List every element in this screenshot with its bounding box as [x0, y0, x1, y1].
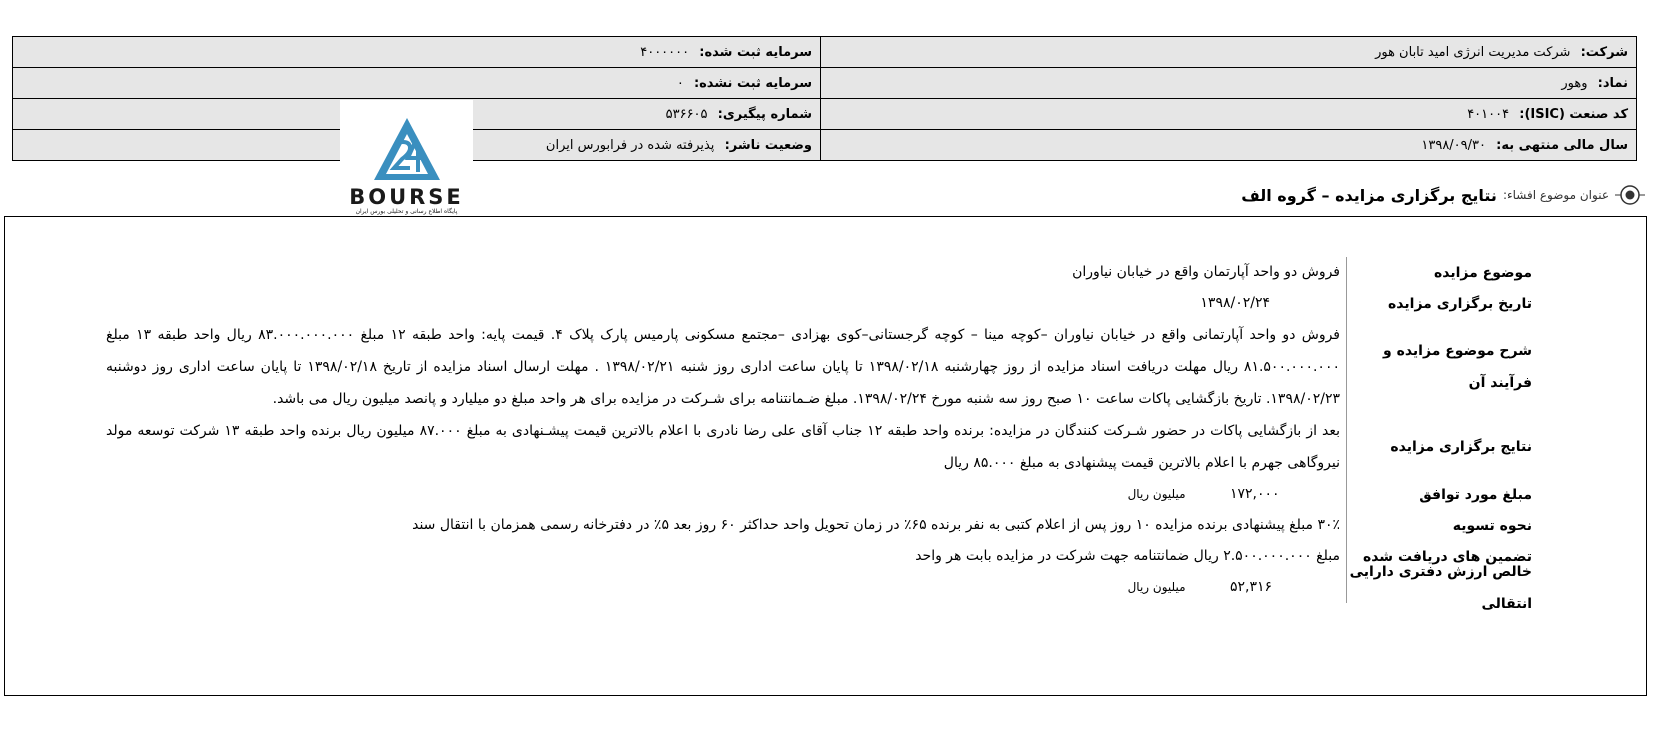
guarantee-key: تضمین های دریافت شده — [1346, 541, 1536, 572]
logo-wordmark: BOURSE — [349, 185, 464, 209]
field-row — [106, 510, 1536, 541]
auction-subject-key: موضوع مزایده — [1346, 257, 1536, 288]
registered-capital-value: ۴۰۰۰۰۰۰ — [640, 44, 690, 60]
auction-subject-value: فروش دو واحد آپارتمان واقع در خیابان نیاوران — [1072, 264, 1340, 280]
auction-description-value: فروش دو واحد آپارتمانی واقع در خیابان نیاوران –کوچه مینا – کوچه گرجستانی–کوی بهزادی –مجتمع مسکونی پارمیس پارک پلاک ۴. قیمت پایه: واحد طبقه ۱۲ مبلغ ۸۳.۰۰۰.۰۰۰.۰۰۰ ریال واحد طبقه ۱۳ مبلغ ۸۱.۵۰۰.۰۰۰.۰۰۰ ریال مهلت دریافت اسناد مزایده از روز چهارشنبه ۱۳۹۸/۰۲/۱۸ تا پایان ساعت اداری روز شنبه ۱۳۹۸/۰۲/۲۱ . مهلت ارسال اسناد مزایده از تاریخ ۱۳۹۸/۰۲/۱۸ تا پایان ساعت اداری روز دوشنبه ۱۳۹۸/۰۲/۲۳. تاریخ بازگشایی پاکات ساعت ۱۰ صبح روز سه شنبه مورخ ۱۳۹۸/۰۲/۲۴. مبلغ ضـمانتنامه برای شـرکت در مزایده برای هر واحد مبلغ دو میلیارد و پانصد میلیون ریال می باشد. — [106, 327, 1340, 407]
symbol-value: وهور — [1561, 75, 1588, 91]
agreed-amount-unit: میلیون ریال — [1127, 487, 1186, 501]
target-bullet-icon — [1615, 180, 1645, 210]
fiscal-cell — [821, 130, 1637, 161]
symbol-label: نماد: — [1597, 75, 1628, 91]
company-value: شرکت مدیریت انرژی امید تابان هور — [1375, 44, 1571, 60]
field-row — [106, 563, 1536, 612]
settlement-value: ۳۰٪ مبلغ پیشنهادی برنده مزایده ۱۰ روز پس از اعلام کتبی به نفر برنده ۶۵٪ در زمان تحویل واحد حداکثر ۶۰ روز بعد ۵٪ در دفترخانه رسمی همزمان با انتقال سند — [412, 517, 1340, 533]
registered-capital-cell — [13, 37, 821, 68]
bourse-logo — [340, 100, 473, 221]
tracking-label: شماره پیگیری: — [717, 106, 812, 122]
fiscal-value: ۱۳۹۸/۰۹/۳۰ — [1421, 137, 1486, 153]
auction-description-key: شرح موضوع مزایده و فرآیند آن — [1346, 319, 1536, 415]
symbol-cell — [821, 68, 1637, 99]
auction-date-cell — [106, 288, 1346, 319]
settlement-key: نحوه تسویه — [1346, 510, 1536, 541]
auction-results-key: نتایج برگزاری مزایده — [1346, 415, 1536, 479]
field-row — [106, 288, 1536, 319]
field-row — [106, 415, 1536, 479]
unregistered-capital-cell — [13, 68, 821, 99]
company-cell — [821, 37, 1637, 68]
company-info-table — [12, 36, 1637, 161]
guarantee-value: مبلغ ۲.۵۰۰.۰۰۰.۰۰۰ ریال ضمانتنامه جهت شرکت در مزایده بابت هر واحد — [915, 548, 1340, 564]
auction-results-value: بعد از بازگشایی پاکات در حضور شـرکت کنندگان در مزایده: برنده واحد طبقه ۱۲ جناب آقای علی رضا نادری با اعلام بالاترین قیمت پیشـنهادی به مبلغ ۸۷.۰۰۰ میلیون ریال برنده واحد طبقه ۱۳ شرکت توسعه مولد نیروگاهی جهرم با اعلام بالاترین قیمت پیشنهادی به مبلغ ۸۵.۰۰۰ ریال — [106, 423, 1341, 471]
auction-date-key: تاریخ برگزاری مزایده — [1346, 288, 1536, 319]
bourse-triangle-icon — [372, 116, 442, 184]
unregistered-capital-value: ۰ — [676, 75, 684, 91]
fiscal-label: سال مالی منتهی به: — [1496, 137, 1628, 153]
book-value-unit: میلیون ریال — [1127, 580, 1186, 594]
industry-value: ۴۰۱۰۰۴ — [1467, 106, 1510, 122]
disclosure-subject — [1241, 180, 1645, 210]
info-row — [13, 37, 1637, 68]
unregistered-capital-label: سرمایه ثبت نشده: — [693, 75, 812, 91]
subject-prefix: عنوان موضوع افشاء: — [1502, 188, 1609, 202]
subject-title: نتایج برگزاری مزایده – گروه الف — [1241, 185, 1497, 205]
field-row — [106, 479, 1536, 510]
status-label: وضعیت ناشر: — [724, 137, 812, 153]
auction-details-box — [4, 216, 1647, 696]
agreed-amount-cell — [106, 479, 1346, 510]
status-value: پذیرفته شده در فرابورس ایران — [545, 137, 715, 153]
info-row — [13, 68, 1637, 99]
field-row — [106, 541, 1536, 572]
book-value-cell — [106, 572, 1346, 603]
tracking-value: ۵۳۶۶۰۵ — [665, 106, 708, 122]
book-value-value: ۵۲,۳۱۶ — [1230, 579, 1273, 595]
agreed-amount-key: مبلغ مورد توافق — [1346, 479, 1536, 510]
agreed-amount-value: ۱۷۲,۰۰۰ — [1230, 486, 1280, 502]
field-row — [106, 257, 1536, 288]
company-label: شرکت: — [1580, 44, 1628, 60]
logo-subtitle: پایگاه اطلاع رسانی و تحلیلی بورس ایران — [355, 208, 458, 215]
book-value-key: خالص ارزش دفتری دارایی انتقالی — [1346, 572, 1536, 603]
info-row — [13, 99, 1637, 130]
auction-date-value: ۱۳۹۸/۰۲/۲۴ — [1200, 295, 1270, 311]
field-row — [106, 319, 1536, 415]
industry-label: کد صنعت (ISIC): — [1519, 106, 1628, 122]
auction-fields — [106, 257, 1536, 612]
info-row — [13, 130, 1637, 161]
registered-capital-label: سرمایه ثبت شده: — [699, 44, 812, 60]
industry-cell — [821, 99, 1637, 130]
